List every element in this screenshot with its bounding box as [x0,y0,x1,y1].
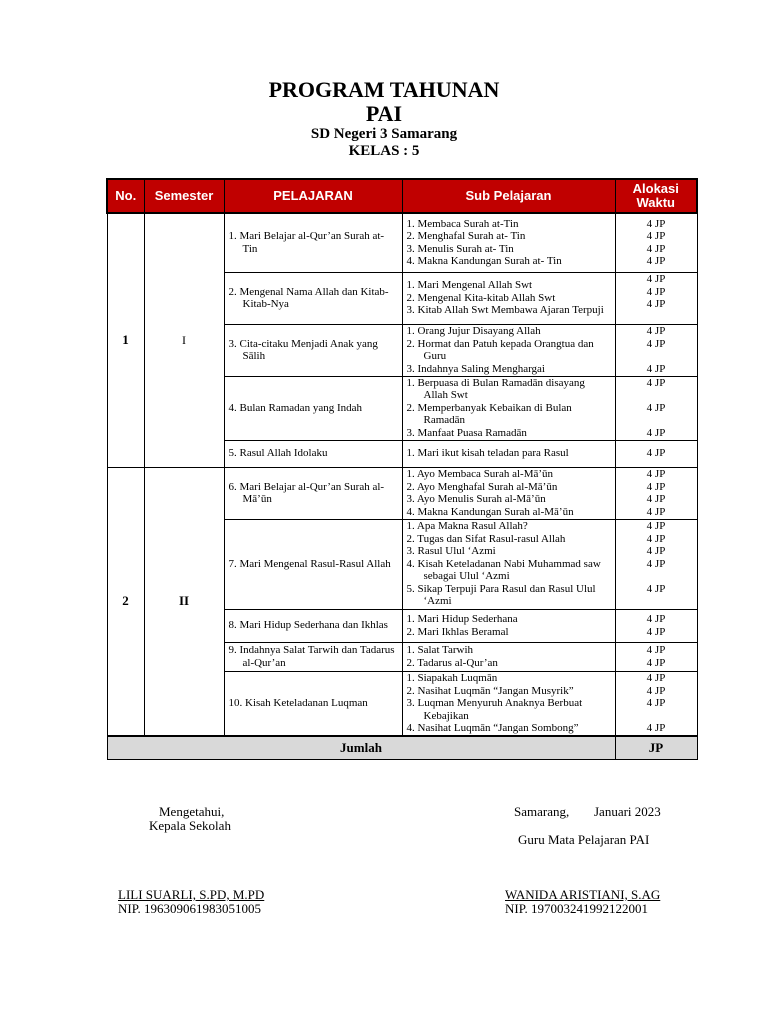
sub-pelajaran-cell [402,324,615,376]
header-sub-pelajaran: Sub Pelajaran [402,179,615,213]
sub-pelajaran-cell [402,609,615,642]
alokasi-waktu-value: 4 JP [646,337,666,350]
left-signature-greeting: Mengetahui, [159,804,225,819]
sub-pelajaran-item: 1. Berpuasa di Bulan Ramadān disayang Allah Swt [406,376,585,402]
sub-pelajaran-item: 2. Menghafal Surah at- Tin [406,230,526,243]
pelajaran-text: 1. Mari Belajar al-Qur’an Surah at-Tin [228,230,385,255]
table-row [107,467,697,519]
sub-pelajaran-cell [402,519,615,609]
sub-pelajaran-cell [402,213,615,272]
alokasi-waktu-value: 4 JP [646,582,666,595]
right-signature-role: Guru Mata Pelajaran PAI [518,832,650,847]
sub-pelajaran-item: 2. Tadarus al-Qur’an [406,656,498,669]
alokasi-waktu-value: 4 JP [646,298,666,310]
alokasi-waktu-value: 4 JP [646,376,666,389]
alokasi-waktu-value: 4 JP [646,672,666,684]
alokasi-waktu-value: 4 JP [646,480,666,493]
alokasi-waktu-value: 4 JP [646,217,666,230]
pelajaran-cell [224,213,402,272]
alokasi-waktu-value: 4 JP [646,493,666,505]
program-table [106,178,698,760]
total-row [107,736,697,760]
alokasi-waktu-value: 4 JP [646,545,666,558]
sub-pelajaran-cell [402,440,615,467]
pelajaran-text: 9. Indahnya Salat Tarwih dan Tadarus al-Qur’an [228,644,395,669]
pelajaran-cell [224,519,402,609]
total-value: JP [615,736,697,760]
alokasi-waktu-cell [615,272,697,324]
semester-label: II [144,467,224,736]
school-name: SD Negeri 3 Samarang [310,126,458,142]
sub-pelajaran-item: 1. Orang Jujur Disayang Allah [406,325,541,337]
sub-pelajaran-item: 2. Mengenal Kita-kitab Allah Swt [406,291,556,304]
sub-pelajaran-item: 3. Luqman Menyuruh Anaknya Berbuat Kebajikan [406,697,583,722]
document-title: PROGRAM TAHUNAN [268,77,500,102]
sub-pelajaran-item: 3. Manfaat Puasa Ramadān [406,426,527,439]
pelajaran-text: 2. Mengenal Nama Allah dan Kitab-Kitab-Nya [228,285,389,310]
semester-number: 1 [107,213,144,467]
alokasi-waktu-value: 4 JP [646,255,666,268]
alokasi-waktu-value: 4 JP [646,656,666,669]
semester-label: I [144,213,224,467]
sub-pelajaran-cell [402,671,615,736]
sub-pelajaran-item: 3. Kitab Allah Swt Membawa Ajaran Terpuji [406,304,604,317]
pelajaran-cell [224,467,402,519]
sub-pelajaran-item: 1. Mari Mengenal Allah Swt [406,279,533,292]
alokasi-waktu-value: 4 JP [646,613,666,625]
alokasi-waktu-value: 4 JP [646,532,666,545]
alokasi-waktu-value: 4 JP [646,362,666,375]
alokasi-waktu-cell [615,213,697,272]
table-header [107,179,697,213]
alokasi-waktu-value: 4 JP [646,447,666,460]
alokasi-waktu-cell [615,671,697,736]
sub-pelajaran-item: 2. Tugas dan Sifat Rasul-rasul Allah [406,532,566,545]
pelajaran-cell [224,671,402,736]
alokasi-waktu-value: 4 JP [646,644,666,656]
pelajaran-cell [224,609,402,642]
sub-pelajaran-item: 3. Rasul Ulul ‘Azmi [406,545,496,558]
left-signature-role: Kepala Sekolah [149,818,231,833]
alokasi-waktu-value: 4 JP [646,325,666,337]
pelajaran-text: 6. Mari Belajar al-Qur’an Surah al-Mā’ūn [228,480,385,505]
alokasi-waktu-value: 4 JP [646,426,666,439]
header-alokasi-waktu: Alokasi Waktu [615,179,697,213]
sub-pelajaran-cell [402,376,615,440]
sub-pelajaran-item: 5. Sikap Terpuji Para Rasul dan Rasul Ulul ‘Azmi [406,582,596,608]
header-pelajaran: PELAJARAN [224,179,402,213]
alokasi-waktu-value: 4 JP [646,557,666,570]
header-semester: Semester [144,179,224,213]
right-signature-date: Januari 2023 [594,804,661,819]
right-signature-nip: NIP. 197003241992122001 [505,901,649,916]
alokasi-waktu-value: 4 JP [646,401,666,414]
right-signature-place: Samarang, [514,804,570,819]
alokasi-waktu-cell [615,519,697,609]
sub-pelajaran-item: 3. Menulis Surah at- Tin [406,242,514,255]
class-label: KELAS : 5 [348,143,420,159]
alokasi-waktu-cell [615,376,697,440]
pelajaran-cell [224,376,402,440]
alokasi-waktu-value: 4 JP [646,242,666,255]
sub-pelajaran-item: 1. Membaca Surah at-Tin [406,217,519,230]
sub-pelajaran-item: 3. Indahnya Saling Menghargai [406,362,545,375]
alokasi-waktu-value: 4 JP [646,625,666,638]
pelajaran-cell [224,272,402,324]
right-signature-name: WANIDA ARISTIANI, S.AG [505,887,661,902]
sub-pelajaran-item: 1. Ayo Membaca Surah al-Mā’ūn [406,468,554,480]
alokasi-waktu-value: 4 JP [646,520,666,533]
sub-pelajaran-item: 3. Ayo Menulis Surah al-Mā’ūn [406,493,546,505]
sub-pelajaran-item: 4. Makna Kandungan Surah at- Tin [406,255,562,268]
sub-pelajaran-item: 4. Kisah Keteladanan Nabi Muhammad saw sebagai Ulul ‘Azmi [406,557,601,583]
sub-pelajaran-item: 2. Nasihat Luqmān “Jangan Musyrik” [406,684,574,697]
pelajaran-text: 3. Cita-citaku Menjadi Anak yang Sālih [228,337,378,362]
sub-pelajaran-item: 4. Nasihat Luqmān “Jangan Sombong” [406,722,579,734]
sub-pelajaran-item: 1. Siapakah Luqmān [406,672,498,684]
pelajaran-cell [224,324,402,376]
table-row [107,213,697,272]
sub-pelajaran-item: 2. Ayo Menghafal Surah al-Mā’ūn [406,480,558,493]
alokasi-waktu-cell [615,642,697,671]
pelajaran-text: 8. Mari Hidup Sederhana dan Ikhlas [228,619,388,632]
alokasi-waktu-cell [615,440,697,467]
alokasi-waktu-cell [615,324,697,376]
alokasi-waktu-value: 4 JP [646,273,666,285]
sub-pelajaran-item: 2. Mari Ikhlas Beramal [406,625,509,638]
pelajaran-text: 7. Mari Mengenal Rasul-Rasul Allah [228,557,391,570]
table-body [107,213,697,760]
sub-pelajaran-item: 2. Hormat dan Patuh kepada Orangtua dan Guru [406,337,594,362]
alokasi-waktu-cell [615,609,697,642]
alokasi-waktu-value: 4 JP [646,230,666,243]
alokasi-waktu-cell [615,467,697,519]
alokasi-waktu-value: 4 JP [646,722,666,734]
pelajaran-text: 4. Bulan Ramadan yang Indah [228,401,362,414]
document-subject: PAI [365,101,403,126]
pelajaran-text: 5. Rasul Allah Idolaku [228,447,328,460]
alokasi-waktu-value: 4 JP [646,697,666,709]
sub-pelajaran-cell [402,642,615,671]
sub-pelajaran-item: 1. Salat Tarwih [406,644,474,656]
left-signature-name: LILI SUARLI, S.PD, M.PD [118,887,265,902]
total-label: Jumlah [107,736,615,760]
sub-pelajaran-cell [402,467,615,519]
header-no: No. [107,179,144,213]
sub-pelajaran-item: 1. Mari Hidup Sederhana [406,613,518,625]
pelajaran-cell [224,440,402,467]
sub-pelajaran-item: 1. Mari ikut kisah teladan para Rasul [406,447,569,460]
left-signature-nip: NIP. 196309061983051005 [118,901,262,916]
semester-number: 2 [107,467,144,736]
sub-pelajaran-item: 4. Makna Kandungan Surah al-Mā’ūn [406,505,574,518]
sub-pelajaran-cell [402,272,615,324]
alokasi-waktu-value: 4 JP [646,684,666,697]
alokasi-waktu-value: 4 JP [646,505,666,518]
alokasi-waktu-value: 4 JP [646,468,666,480]
sub-pelajaran-item: 1. Apa Makna Rasul Allah? [406,520,528,533]
pelajaran-text: 10. Kisah Keteladanan Luqman [228,697,368,709]
pelajaran-cell [224,642,402,671]
alokasi-waktu-value: 4 JP [646,285,666,298]
sub-pelajaran-item: 2. Memperbanyak Kebaikan di Bulan Ramadān [406,401,572,427]
